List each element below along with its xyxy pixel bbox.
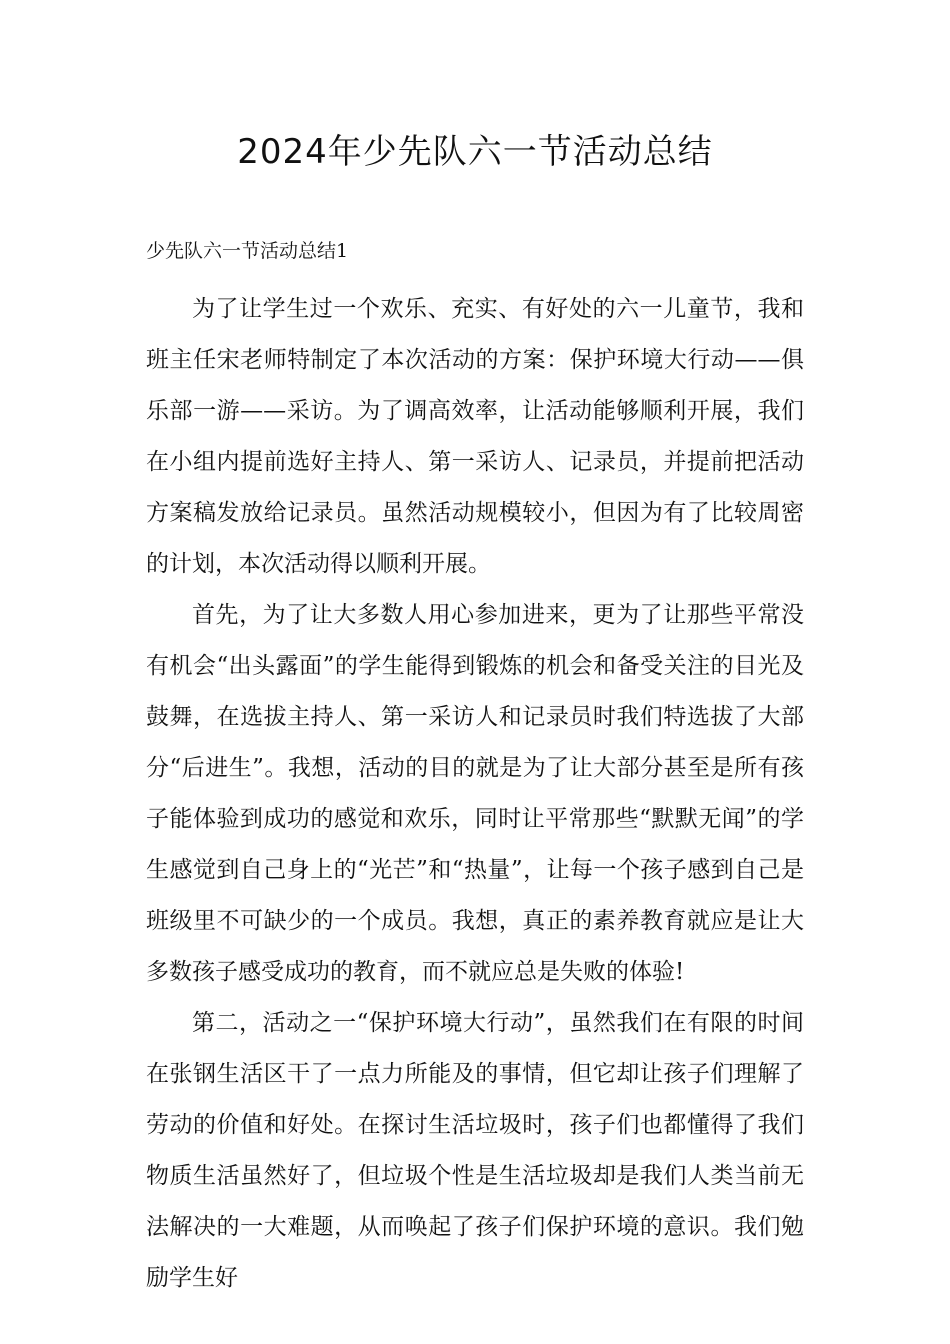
document-body	[146, 284, 804, 1304]
document-title: 2024年少先队六一节活动总结	[237, 132, 713, 172]
paragraph-2: 首先，为了让大多数人用心参加进来，更为了让那些平常没有机会“出头露面”的学生能得到锻炼的机会和备受关注的目光及鼓舞，在选拔主持人、第一采访人和记录员时我们特选拔了大部分“后进生”。我想，活动的目的就是为了让大部分甚至是所有孩子能体验到成功的感觉和欢乐，同时让平常那些“默默无闻”的学生感觉到自己身上的“光芒”和“热量”，让每一个孩子感到自己是班级里不可缺少的一个成员。我想，真正的素养教育就应是让大多数孩子感受成功的教育，而不就应总是失败的体验!	[146, 602, 804, 985]
paragraph-1: 为了让学生过一个欢乐、充实、有好处的六一儿童节，我和班主任宋老师特制定了本次活动的方案：保护环境大行动——俱乐部一游——采访。为了调高效率，让活动能够顺利开展，我们在小组内提前选好主持人、第一采访人、记录员，并提前把活动方案稿发放给记录员。虽然活动规模较小，但因为有了比较周密的计划，本次活动得以顺利开展。	[146, 296, 804, 577]
paragraph-3: 第二，活动之一“保护环境大行动”，虽然我们在有限的时间在张钢生活区干了一点力所能及的事情，但它却让孩子们理解了劳动的价值和好处。在探讨生活垃圾时，孩子们也都懂得了我们物质生活虽然好了，但垃圾个性是生活垃圾却是我们人类当前无法解决的一大难题，从而唤起了孩子们保护环境的意识。我们勉励学生好	[146, 1010, 804, 1291]
section-heading: 少先队六一节活动总结1	[146, 240, 349, 262]
